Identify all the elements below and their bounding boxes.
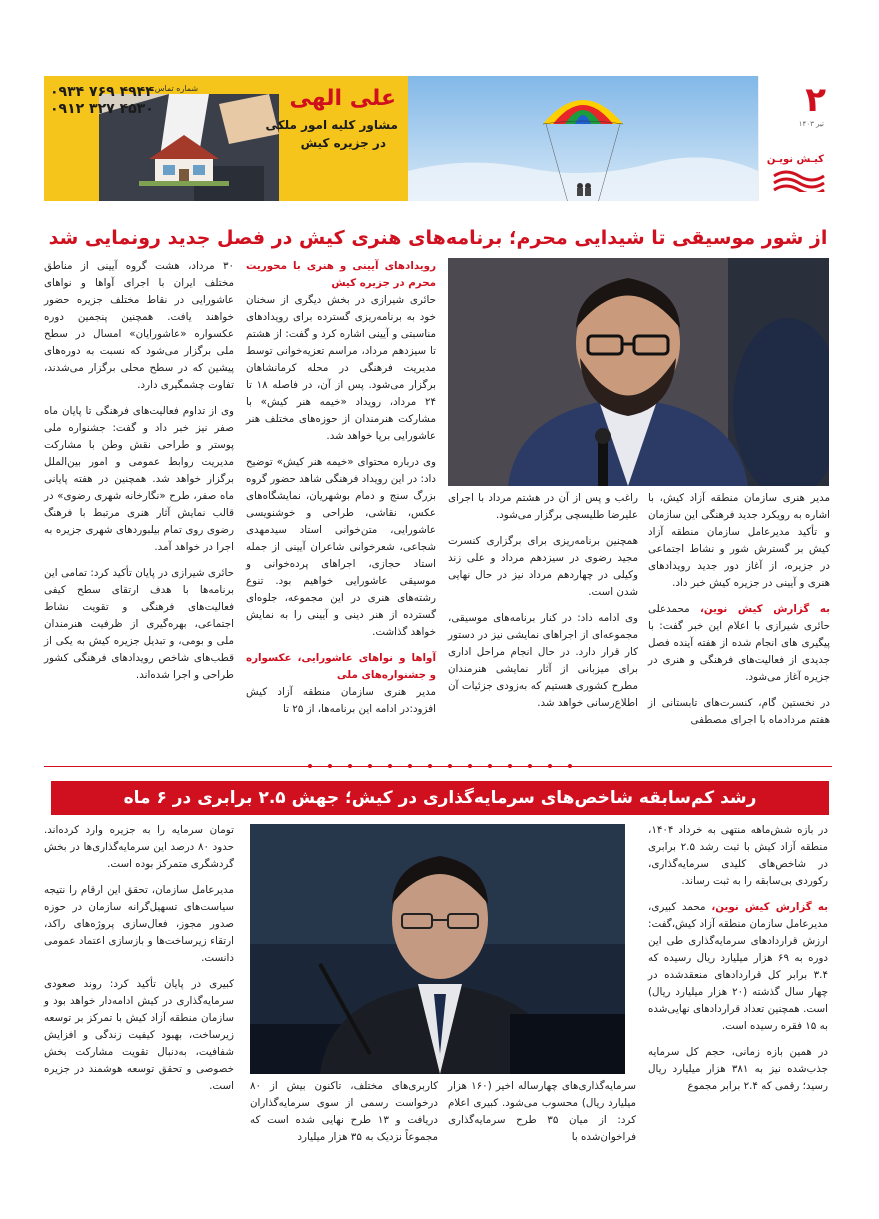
paragraph-text: محمد کبیری، مدیرعامل سازمان منطقه آزاد کیش،گفت: ارزش قراردادهای سرمایه‌گذاری طی این دوره به ۶۹ هزار میلیارد ریال رسیده که ۳.۴ برابر کل قراردادهای منعقدشده در چهار سال گذشته (۲۰ هزار میلیارد ریال) است. همچنین تعداد قراردادهای نهایی‌شده به ۱۵ فقره رسیده است. [648, 901, 828, 1032]
phone-2: ۰۹۱۲ ۳۲۷ ۴۵۳۰ [50, 101, 154, 117]
phone-numbers [50, 84, 154, 118]
news-source-label: به گزارش کیش نوین، [699, 603, 830, 615]
article1-headline: از شور موسیقی تا شیدایی محرم؛ برنامه‌های هنری کیش در فصل جدید رونمایی شد [48, 227, 828, 249]
news-source-label: به گزارش کیش نوین، [711, 901, 828, 913]
real-estate-ad [44, 76, 408, 201]
article2-photo [250, 824, 625, 1074]
speaker-portrait [448, 258, 829, 486]
paragraph: کبیری در پایان تأکید کرد: روند صعودی سرمایه‌گذاری در کیش ادامه‌دار خواهد بود و سازمان منطقه آزاد کیش با تمرکز بر توسعه زیرساخت، بهبود کیفیت زندگی و افزایش شفافیت، به‌دنبال تقویت مشارکت بخش خصوصی و تحقق توسعه هوشمند در جزیره است. [44, 978, 234, 1092]
article1-photo [448, 258, 829, 486]
article1-column-3 [246, 258, 436, 727]
paragraph: کاربری‌های مختلف، تاکنون بیش از ۸۰ درخواست رسمی از سوی سرمایه‌گذاران دریافت و ۱۳ طرح نهایی شده است که مجموعاً نزدیک به ۳۵ هزار میلیارد [250, 1080, 438, 1143]
ad-tagline-2: در جزیره کیش [300, 136, 386, 150]
parasailing-photo [408, 76, 758, 201]
paragraph: وی ادامه داد: در کنار برنامه‌های موسیقی، مجموعه‌ای از اجراهای نمایشی نیز در دستور کار قرار دارد. در حال انجام مراحل اداری برای میزبانی از آثار نمایشی هنرمندان مطرح کشوری هستیم که به‌زودی جزئیات آن اطلاع‌رسانی خواهد شد. [448, 612, 638, 709]
advisor-name: علی الهی [289, 86, 396, 111]
page-header [44, 76, 832, 201]
paragraph: مدیر هنری سازمان منطقه آزاد کیش، با اشاره به رویکرد جدید فرهنگی این سازمان و تأکید مدیرعامل سازمان منطقه آزاد کیش بر گسترش شور و نشاط اجتماعی در جزیره، از آغاز دور جدید رویدادهای هنری و آیینی در جزیره کیش خبر داد. [648, 492, 830, 589]
paragraph: وی از تداوم فعالیت‌های فرهنگی تا پایان ماه صفر نیز خبر داد و گفت: جشنواره ملی پوستر و طراحی نقش وطن با مشارکت مدیریت روابط عمومی و امور بین‌الملل برگزار خواهد شد. همچنین در هفته پایانی ماه صفر، طرح «نگارخانه شهری رضوی» در قالب نمایش آثار هنری مرتبط با فرهنگ رضوی روی تمام بیلبوردهای شهری جزیره به اجرا در خواهد آمد. [44, 405, 234, 553]
parasail-image [408, 76, 758, 201]
paragraph [648, 899, 828, 1035]
paragraph: در بازه شش‌ماهه منتهی به خرداد ۱۴۰۴، منطقه آزاد کیش با ثبت رشد ۲.۵ برابری در شاخص‌های کلیدی سرمایه‌گذاری، رکوردی بی‌سابقه را به ثبت رساند. [648, 824, 828, 887]
ad-tagline-1: مشاور کلیه امور ملکی [265, 118, 398, 132]
issue-date: تیر ۱۴۰۳ [798, 120, 824, 128]
paragraph: در همین بازه زمانی، حجم کل سرمایه جذب‌شده نیز به ۳۸۱ هزار میلیارد ریال رسید؛ رقمی که ۲.۴ برابر مجموع [648, 1046, 828, 1092]
paragraph-text: محمدعلی حائری شیرازی با اعلام این خبر گفت: با پیگیری های انجام شده از هفته آینده فصل جدیدی از فعالیت‌های فرهنگی و هنری در جزیره آغاز می‌شود. [648, 603, 830, 683]
paragraph: همچنین برنامه‌ریزی برای برگزاری کنسرت مجید رضوی در سیزدهم مرداد و علی زند وکیلی در چهاردهم مرداد نیز در حال نهایی شدن است. [448, 535, 638, 598]
paragraph: مدیر هنری سازمان منطقه آزاد کیش افزود:در ادامه این برنامه‌ها، از ۲۵ تا [246, 686, 436, 715]
subheading: رویدادهای آیینی و هنری با محوریت محرم در جزیره کیش [246, 260, 436, 289]
page-number: ۲ [805, 80, 826, 120]
paragraph: وی درباره محتوای «خیمه هنر کیش» توضیح داد: در این رویداد فرهنگی شاهد حضور گروه بزرگ سنج و دمام بوشهریان، نمایشگاه‌های عکس، نقاشی، طراحی و خوشنویسی عاشورایی، متن‌خوانی استاد سیدمهدی شجاعی، شعرخوانی شاعران آیینی از جمله استاد حجازی، اجراهای پرده‌خوانی و موسیقی عاشورایی خواهیم بود. تنوع رشته‌های هنری در این مجموعه، جلوه‌ای گسترده از هنر دینی و آیینی را به نمایش خواهد گذاشت. [246, 456, 436, 638]
paragraph [648, 601, 830, 686]
paragraph: راغب و پس از آن در هشتم مرداد با اجرای علیرضا طلیسچی برگزار می‌شود. [448, 492, 638, 521]
article2-column-4 [44, 822, 234, 1104]
article1-column-1 [648, 490, 830, 738]
paragraph: در نخستین گام، کنسرت‌های تابستانی از هفتم مردادماه با اجرای مصطفی [648, 697, 830, 726]
article2-column-3 [250, 1078, 438, 1155]
article1-column-4 [44, 258, 234, 693]
subheading: آواها و نواهای عاشورایی، عکسواره و جشنواره‌های ملی [246, 652, 436, 681]
article2-headline: رشد کم‌سابقه شاخص‌های سرمایه‌گذاری در کیش؛ جهش ۲.۵ برابری در ۶ ماه [51, 781, 829, 815]
logo-waves-icon [772, 168, 826, 192]
phone-1: ۰۹۳۴ ۷۶۹ ۴۹۴۴ [50, 84, 154, 100]
paragraph: حائری شیرازی در پایان تأکید کرد: تمامی این برنامه‌ها با هدف ارتقای سطح کیفی فعالیت‌های فرهنگی و تقویت نشاط اجتماعی، بهره‌گیری از ظرفیت هنرمندان ملی و بومی، و تبدیل جزیره کیش به یکی از قطب‌های شاخص رویدادهای فرهنگی کشور طراحی و اجرا شده‌اند. [44, 567, 234, 681]
paragraph: سرمایه‌گذاری‌های چهارساله اخیر (۱۶۰ هزار میلیارد ریال) محسوب می‌شود. کبیری اعلام کرد: از میان ۳۵ طرح سرمایه‌گذاری فراخوان‌شده با [448, 1080, 637, 1143]
divider-dots [300, 761, 580, 771]
brand-panel [758, 76, 832, 201]
article2-column-1 [648, 822, 828, 1104]
ceo-portrait [250, 824, 625, 1074]
paragraph: تومان سرمایه را به جزیره وارد کرده‌اند. حدود ۸۰ درصد این سرمایه‌گذاری‌ها در بخش گردشگری متمرکز بوده است. [44, 824, 234, 870]
contact-label: شماره تماس: [152, 84, 199, 93]
article1-column-2 [448, 490, 638, 721]
paragraph: ۳۰ مرداد، هشت گروه آیینی از مناطق مختلف ایران با اجرای آواها و نواهای عاشورایی در نقاط مختلف جزیره حضور خواهند یافت. همچنین پنجمین دوره عکسواره «عاشورایان» امسال در سطح ملی برگزار می‌شود که نسبت به دوره‌های پیشین که در سطح محلی برگزار می‌شدند، تفاوت چشمگیری دارد. [44, 260, 234, 391]
house-icon [139, 131, 229, 186]
paragraph: حائری شیرازی در بخش دیگری از سخنان خود به برنامه‌ریزی گسترده برای رویدادهای مناسبتی و آیینی اشاره کرد و گفت: از هشتم تا سیزدهم مرداد، مراسم تعزیه‌خوانی توسط مدیریت فرهنگی در محله کرمانشاهان برگزار می‌شود. پس از آن، در فاصله ۱۸ تا ۲۴ مرداد، رویداد «خیمه هنر کیش» با مشارکت هنرمندان از حوزه‌های مختلف هنر عاشورایی برپا خواهد شد. [246, 294, 436, 442]
paragraph: مدیرعامل سازمان، تحقق این ارقام را نتیجه سیاست‌های تسهیل‌گرانه سازمان در حوزه صدور مجوز، فعال‌سازی پروژه‌های راکد، ارتقاء زیرساخت‌ها و بازسازی اعتماد عمومی دانست. [44, 884, 234, 964]
article2-column-2 [448, 1078, 636, 1155]
newspaper-logo: کیـش نویـن [766, 154, 824, 165]
